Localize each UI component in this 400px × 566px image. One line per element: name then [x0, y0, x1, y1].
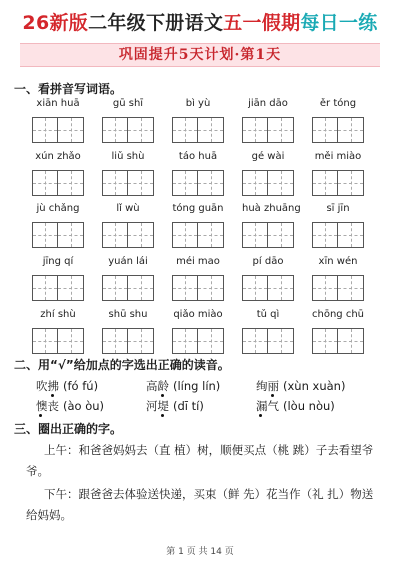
- tian-zi-ge-cell[interactable]: [338, 117, 364, 143]
- tian-zi-ge-cell[interactable]: [32, 222, 58, 248]
- reading-options[interactable]: (líng lín): [173, 379, 221, 393]
- tian-zi-ge-cell[interactable]: [102, 117, 128, 143]
- writing-boxes: [102, 222, 154, 248]
- tian-zi-ge-cell[interactable]: [172, 275, 198, 301]
- pinyin-label: tǔ qì: [256, 309, 280, 320]
- writing-boxes: [242, 328, 294, 354]
- writing-boxes: [102, 170, 154, 196]
- tian-zi-ge-cell[interactable]: [172, 117, 198, 143]
- tian-zi-ge-cell[interactable]: [242, 170, 268, 196]
- tian-zi-ge-cell[interactable]: [312, 275, 338, 301]
- tian-zi-ge-cell[interactable]: [312, 170, 338, 196]
- writing-boxes: [172, 275, 224, 301]
- day-banner: 巩固提升5天计划·第1天: [20, 43, 380, 67]
- tian-zi-ge-cell[interactable]: [242, 222, 268, 248]
- tian-zi-ge-cell[interactable]: [172, 222, 198, 248]
- pinyin-word: [172, 203, 224, 248]
- pinyin-word: [312, 98, 364, 143]
- pinyin-label: méi mao: [176, 256, 220, 267]
- writing-boxes: [242, 275, 294, 301]
- reading-options[interactable]: (xùn xuàn): [283, 379, 346, 393]
- title-part-3: 五一假期: [223, 12, 301, 34]
- pinyin-word: [242, 203, 301, 248]
- pinyin-label: zhí shù: [40, 309, 76, 320]
- pinyin-word: [312, 309, 364, 354]
- reading-row-2: [36, 398, 376, 414]
- tian-zi-ge-cell[interactable]: [32, 117, 58, 143]
- pinyin-label: sī jīn: [326, 203, 350, 214]
- pinyin-row: [32, 98, 372, 146]
- pinyin-word: [102, 309, 154, 354]
- dotted-char: 懊: [36, 399, 48, 413]
- pinyin-row: [32, 309, 372, 357]
- tian-zi-ge-cell[interactable]: [338, 328, 364, 354]
- writing-boxes: [172, 328, 224, 354]
- pinyin-row: [32, 203, 372, 251]
- pinyin-word: [32, 98, 84, 143]
- pinyin-label: xīn wén: [318, 256, 358, 267]
- reading-item: 绚丽 (xùn xuàn): [256, 379, 346, 393]
- pinyin-label: gū shī: [112, 98, 144, 109]
- pinyin-word: [32, 309, 84, 354]
- writing-boxes: [242, 117, 294, 143]
- tian-zi-ge-cell[interactable]: [128, 275, 154, 301]
- writing-boxes: [102, 117, 154, 143]
- tian-zi-ge-cell[interactable]: [58, 222, 84, 248]
- pinyin-word: [102, 98, 154, 143]
- tian-zi-ge-cell[interactable]: [58, 170, 84, 196]
- title-part-1: 26新版: [22, 12, 89, 34]
- pinyin-label: shū shu: [108, 309, 148, 320]
- pinyin-word: [312, 203, 364, 248]
- tian-zi-ge-cell[interactable]: [172, 170, 198, 196]
- title-part-4: 每日一练: [300, 12, 378, 34]
- tian-zi-ge-cell[interactable]: [198, 170, 224, 196]
- reading-options[interactable]: (lòu nòu): [283, 399, 335, 413]
- writing-boxes: [32, 275, 84, 301]
- pinyin-label: yuán lái: [108, 256, 148, 267]
- pinyin-label: qiǎo miào: [173, 309, 223, 320]
- tian-zi-ge-cell[interactable]: [102, 222, 128, 248]
- tian-zi-ge-cell[interactable]: [312, 222, 338, 248]
- pinyin-word: [172, 98, 224, 143]
- pinyin-word: [32, 151, 84, 196]
- pinyin-label: jiān dāo: [248, 98, 288, 109]
- tian-zi-ge-cell[interactable]: [198, 275, 224, 301]
- reading-item: 漏气 (lòu nòu): [256, 399, 335, 413]
- pinyin-label: xiān huā: [36, 98, 80, 109]
- pinyin-label: tóng guān: [172, 203, 224, 214]
- reading-options[interactable]: (ào òu): [63, 399, 105, 413]
- tian-zi-ge-cell[interactable]: [198, 117, 224, 143]
- tian-zi-ge-cell[interactable]: [128, 117, 154, 143]
- tian-zi-ge-cell[interactable]: [268, 328, 294, 354]
- pinyin-row: [32, 256, 372, 304]
- pinyin-word: [32, 203, 84, 248]
- tian-zi-ge-cell[interactable]: [268, 275, 294, 301]
- pinyin-label: táo huā: [178, 151, 218, 162]
- pinyin-label: gé wài: [251, 151, 285, 162]
- pinyin-word: [242, 256, 294, 301]
- section-2-heading: 二、用“√”给加点的字选出正确的读音。: [14, 358, 230, 372]
- reading-options[interactable]: (fó fú): [63, 379, 99, 393]
- pinyin-word: [242, 309, 294, 354]
- paragraph-afternoon: 下午：跟爸爸去体验送快递，买束（鲜 先）花当作（礼 扎）物送给妈妈。: [26, 487, 374, 522]
- writing-boxes: [32, 222, 84, 248]
- writing-boxes: [172, 170, 224, 196]
- tian-zi-ge-cell[interactable]: [242, 117, 268, 143]
- dotted-char: 拂: [47, 379, 59, 393]
- pinyin-word: [172, 151, 224, 196]
- pinyin-word: [242, 151, 294, 196]
- pinyin-label: liǔ shù: [111, 151, 145, 162]
- reading-item: 河堤 (dī tí): [146, 399, 204, 413]
- pinyin-word: [242, 98, 294, 143]
- title-part-2: 二年级下册语文: [88, 12, 224, 34]
- dotted-char: 堤: [157, 399, 169, 413]
- pinyin-word: [172, 256, 224, 301]
- section-3-heading: 三、圈出正确的字。: [14, 422, 123, 436]
- pinyin-label: ěr tóng: [319, 98, 357, 109]
- tian-zi-ge-cell[interactable]: [128, 222, 154, 248]
- tian-zi-ge-cell[interactable]: [268, 117, 294, 143]
- section-1-heading: 一、看拼音写词语。: [14, 82, 123, 96]
- pinyin-label: jīng qí: [42, 256, 74, 267]
- pinyin-word: [102, 256, 154, 301]
- tian-zi-ge-cell[interactable]: [338, 170, 364, 196]
- pinyin-label: měi miào: [314, 151, 362, 162]
- tian-zi-ge-cell[interactable]: [198, 328, 224, 354]
- reading-options[interactable]: (dī tí): [173, 399, 204, 413]
- pinyin-word: [312, 151, 364, 196]
- writing-boxes: [102, 275, 154, 301]
- tian-zi-ge-cell[interactable]: [58, 117, 84, 143]
- pinyin-word: [172, 309, 224, 354]
- writing-boxes: [242, 222, 294, 248]
- reading-row-1: [36, 378, 376, 394]
- pinyin-label: xún zhǎo: [35, 151, 81, 162]
- pinyin-row: [32, 151, 372, 199]
- tian-zi-ge-cell[interactable]: [102, 170, 128, 196]
- writing-boxes: [312, 170, 364, 196]
- pinyin-label: pí dāo: [252, 256, 284, 267]
- pinyin-word: [102, 203, 154, 248]
- writing-boxes: [32, 328, 84, 354]
- tian-zi-ge-cell[interactable]: [128, 170, 154, 196]
- tian-zi-ge-cell[interactable]: [312, 328, 338, 354]
- tian-zi-ge-cell[interactable]: [242, 275, 268, 301]
- tian-zi-ge-cell[interactable]: [242, 328, 268, 354]
- pinyin-word: [102, 151, 154, 196]
- tian-zi-ge-cell[interactable]: [268, 170, 294, 196]
- tian-zi-ge-cell[interactable]: [312, 117, 338, 143]
- reading-item: 高龄 (líng lín): [146, 379, 221, 393]
- tian-zi-ge-cell[interactable]: [32, 328, 58, 354]
- pinyin-label: jù chǎng: [36, 203, 80, 214]
- pinyin-label: chōng chū: [312, 309, 364, 320]
- pinyin-label: bì yù: [185, 98, 211, 109]
- tian-zi-ge-cell[interactable]: [32, 275, 58, 301]
- writing-boxes: [32, 117, 84, 143]
- tian-zi-ge-cell[interactable]: [32, 170, 58, 196]
- page-title: [0, 8, 400, 35]
- tian-zi-ge-cell[interactable]: [58, 328, 84, 354]
- paragraph-morning: 上午：和爸爸妈妈去（直 植）树，顺便买点（桃 跳）子去看望爷爷。: [26, 443, 374, 478]
- tian-zi-ge-cell[interactable]: [102, 275, 128, 301]
- tian-zi-ge-cell[interactable]: [198, 222, 224, 248]
- reading-item: 吹拂 (fó fú): [36, 379, 99, 393]
- tian-zi-ge-cell[interactable]: [338, 275, 364, 301]
- writing-boxes: [242, 170, 294, 196]
- writing-boxes: [312, 275, 364, 301]
- dotted-char: 龄: [157, 379, 169, 393]
- reading-item: 懊丧 (ào òu): [36, 399, 105, 413]
- tian-zi-ge-cell[interactable]: [172, 328, 198, 354]
- writing-boxes: [32, 170, 84, 196]
- page-footer: 第 1 页 共 14 页: [166, 547, 234, 557]
- writing-boxes: [312, 328, 364, 354]
- tian-zi-ge-cell[interactable]: [102, 328, 128, 354]
- pinyin-label: lǐ wù: [116, 203, 140, 214]
- writing-boxes: [312, 117, 364, 143]
- tian-zi-ge-cell[interactable]: [58, 275, 84, 301]
- tian-zi-ge-cell[interactable]: [128, 328, 154, 354]
- writing-boxes: [102, 328, 154, 354]
- pinyin-label: huà zhuāng: [242, 203, 301, 214]
- writing-boxes: [312, 222, 364, 248]
- pinyin-word: [312, 256, 364, 301]
- dotted-char: 漏: [256, 399, 268, 413]
- writing-boxes: [172, 117, 224, 143]
- writing-boxes: [172, 222, 224, 248]
- tian-zi-ge-cell[interactable]: [268, 222, 294, 248]
- pinyin-word: [32, 256, 84, 301]
- tian-zi-ge-cell[interactable]: [338, 222, 364, 248]
- dotted-char: 丽: [267, 379, 279, 393]
